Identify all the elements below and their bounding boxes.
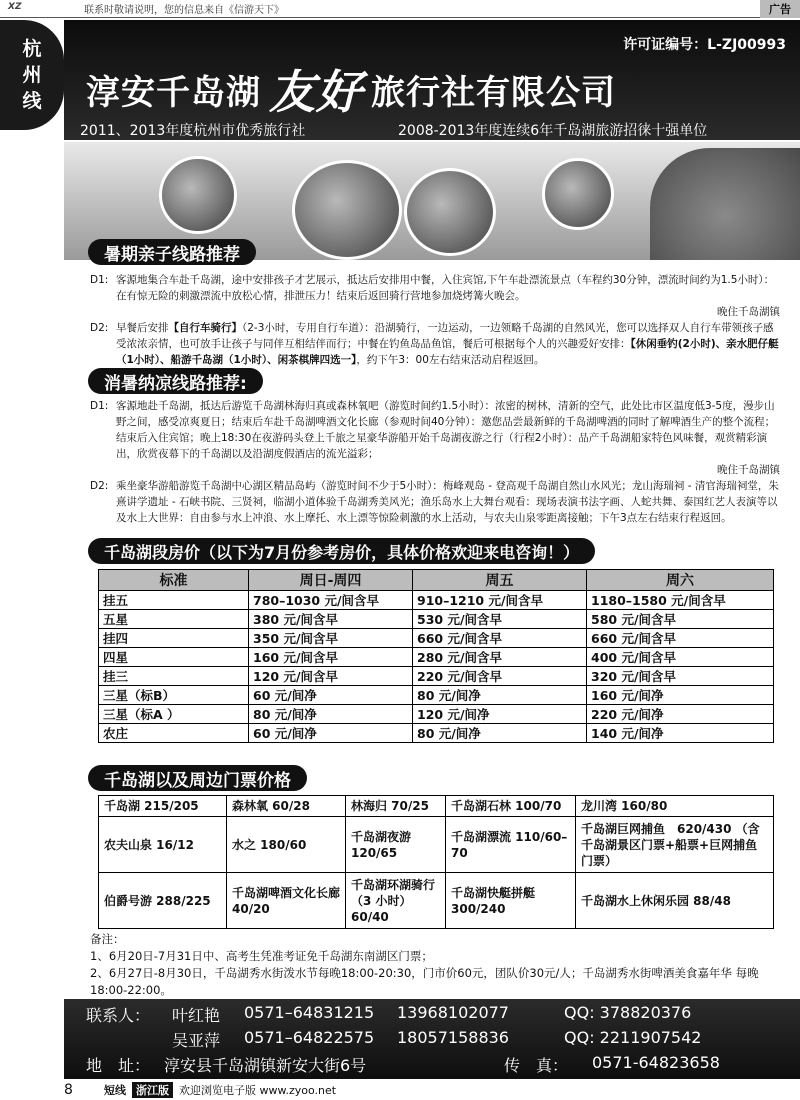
room-price-title: 千岛湖段房价（以下为7月份参考房价，具体价格欢迎来电咨询！） (88, 538, 595, 564)
itinerary-day (90, 272, 780, 320)
mobile-number: 18057158836 (397, 1028, 509, 1047)
price-cell: 60 元/间净 (249, 724, 413, 743)
website-text: 欢迎浏览电子版 www.zyoo.net (179, 1084, 337, 1097)
region-char-2: 州 (22, 64, 42, 86)
column-header: 周日-周四 (249, 570, 413, 591)
room-grade: 四星 (99, 648, 249, 667)
water-fun-photo (292, 160, 402, 260)
ticket-cell: 千岛湖啤酒文化长廊 40/20 (227, 873, 346, 929)
ticket-price-table (98, 795, 774, 929)
table-row (99, 817, 774, 873)
itinerary-day (90, 398, 780, 478)
activity-options: 【休闲垂钓(2小时)、亲水肥仔艇（1小时）、船游千岛湖（1小时）、闲茶棋牌四选一】 (116, 338, 779, 366)
region-tab (0, 20, 64, 130)
notes (90, 931, 780, 999)
table-row (99, 648, 774, 667)
honor-right: 2008-2013年度连续6年千岛湖旅游招徕十强单位 (398, 123, 708, 139)
region-char-1: 杭 (22, 38, 42, 60)
qq-number: QQ: 2211907542 (564, 1028, 702, 1047)
day-stay: 晚住千岛湖镇 (717, 306, 780, 318)
price-cell: 320 元/间含早 (587, 667, 774, 686)
table-row (99, 724, 774, 743)
contact-panel (64, 999, 800, 1079)
address-label: 地 址： (86, 1056, 151, 1075)
price-cell: 910–1210 元/间含早 (413, 591, 587, 610)
day-description: ，约下午3：00左右结束活动启程返回。 (356, 354, 545, 366)
family-route-title: 暑期亲子线路推荐 (88, 239, 256, 265)
table-header-row (99, 570, 774, 591)
phone-number: 0571–64822575 (244, 1028, 375, 1047)
room-grade: 挂四 (99, 629, 249, 648)
mobile-number: 13968102077 (397, 1003, 509, 1022)
price-cell: 220 元/间含早 (413, 667, 587, 686)
qq-number: QQ: 378820376 (564, 1003, 692, 1022)
company-name (86, 56, 616, 122)
itinerary-day (90, 478, 780, 526)
note-item: 1、6月20日-7月31日中、高考生凭准考证免千岛湖东南湖区门票； (90, 949, 433, 963)
price-cell: 660 元/间含早 (587, 629, 774, 648)
activity-highlight: 【自行车骑行】 (168, 322, 242, 334)
price-cell: 350 元/间含早 (249, 629, 413, 648)
ticket-cell: 千岛湖水上休闲乐园 88/48 (576, 873, 774, 929)
table-row (99, 610, 774, 629)
day-label: D1: (90, 274, 109, 286)
price-cell: 280 元/间含早 (413, 648, 587, 667)
ticket-cell: 森林氧 60/28 (227, 796, 346, 817)
price-cell: 120 元/间净 (413, 705, 587, 724)
license-number: 许可证编号：L-ZJ00993 (623, 37, 786, 53)
room-grade: 三星（标B） (99, 686, 249, 705)
day-label: D1: (90, 400, 109, 412)
ticket-cell: 农夫山泉 16/12 (99, 817, 227, 873)
page-footer (64, 1080, 800, 1100)
fax-label: 传 真： (504, 1056, 569, 1075)
room-grade: 三星（标A ） (99, 705, 249, 724)
page-number: 8 (64, 1082, 73, 1098)
price-cell: 400 元/间含早 (587, 648, 774, 667)
family-route-itinerary (90, 272, 780, 368)
ticket-price-title: 千岛湖以及周边门票价格 (88, 765, 307, 791)
ticket-cell: 千岛湖快艇拼艇 300/240 (446, 873, 576, 929)
price-cell: 80 元/间净 (249, 705, 413, 724)
day-label: D2: (90, 480, 109, 492)
contact-label: 联系人： (86, 1006, 151, 1025)
itinerary-day (90, 320, 780, 368)
table-row (99, 686, 774, 705)
top-bar (0, 0, 800, 18)
table-row (99, 629, 774, 648)
day-description: 客源地集合车赴千岛湖，途中安排孩子才艺展示，抵达后安排用中餐，入住宾馆,下午车赴漂流景点（车程约30分钟，漂流时间约为1.5小时）：在有惊无险的刺激漂流中放松心情，排泄压力！结束后返回骑行营地参加烧烤篝火晚会。 (116, 274, 775, 302)
contact-notice: 联系时敬请说明，您的信息来自《信游天下》 (84, 5, 284, 16)
price-cell: 1180–1580 元/间含早 (587, 591, 774, 610)
price-cell: 220 元/间净 (587, 705, 774, 724)
section-name: 短线 (104, 1084, 126, 1097)
room-price-table (98, 569, 774, 743)
column-header: 标准 (99, 570, 249, 591)
magazine-logo: XZ (8, 1, 22, 12)
price-cell: 80 元/间净 (413, 724, 587, 743)
boating-photo (404, 168, 496, 256)
cool-route-title: 消暑纳凉线路推荐: (88, 368, 263, 394)
ticket-cell: 龙川湾 160/80 (576, 796, 774, 817)
company-header (64, 20, 800, 140)
price-cell: 120 元/间含早 (249, 667, 413, 686)
price-cell: 80 元/间净 (413, 686, 587, 705)
table-row (99, 873, 774, 929)
fax-number: 0571-64823658 (592, 1053, 720, 1072)
price-cell: 140 元/间净 (587, 724, 774, 743)
notes-label: 备注： (90, 932, 125, 946)
cycling-photo (159, 156, 237, 234)
day-description: （2-3小时，专用自行车道）：沿湖骑行，一边运动，一边领略千岛湖的自然风光，您可以选择双人自行车带领孩子感受浓浓亲情，也可放手让孩子与同伴互相结伴而行；中餐在钓鱼岛品鱼馆，餐后可根据每个人的兴趣爱好安排： (116, 322, 774, 350)
note-item: 2、6月27日-8月30日，千岛湖秀水街泼水节每晚18:00-20:30，门市价60元，团队价30元/人；千岛湖秀水街啤酒美食嘉年华 每晚18:00-22:00。 (90, 966, 759, 997)
ticket-cell: 伯爵号游 288/225 (99, 873, 227, 929)
honor-left: 2011、2013年度杭州市优秀旅行社 (80, 123, 306, 139)
ticket-cell: 千岛湖巨网捕鱼 620/430 （含千岛湖景区门票+船票+巨网捕鱼门票） (576, 817, 774, 873)
ticket-cell: 千岛湖石林 100/70 (446, 796, 576, 817)
room-grade: 五星 (99, 610, 249, 629)
room-grade: 农庄 (99, 724, 249, 743)
cave-photo (542, 158, 614, 230)
company-name-suffix: 旅行社有限公司 (371, 73, 616, 113)
ticket-cell: 水之 180/60 (227, 817, 346, 873)
day-label: D2: (90, 322, 109, 334)
room-grade: 挂五 (99, 591, 249, 610)
ad-label: 广告 (760, 0, 800, 18)
ticket-cell: 林海归 70/25 (346, 796, 446, 817)
region-char-3: 线 (22, 90, 42, 112)
ticket-cell: 千岛湖环湖骑行（3 小时） 60/40 (346, 873, 446, 929)
company-name-highlight: 友好 (269, 65, 363, 119)
table-row (99, 591, 774, 610)
table-row (99, 667, 774, 686)
phone-number: 0571–64831215 (244, 1003, 375, 1022)
ticket-cell: 千岛湖夜游 120/65 (346, 817, 446, 873)
company-name-prefix: 淳安千岛湖 (86, 73, 261, 113)
price-cell: 580 元/间含早 (587, 610, 774, 629)
price-cell: 530 元/间含早 (413, 610, 587, 629)
day-stay: 晚住千岛湖镇 (717, 464, 780, 476)
price-cell: 780–1030 元/间含早 (249, 591, 413, 610)
table-row (99, 705, 774, 724)
contact-name: 吴亚萍 (172, 1031, 221, 1050)
ticket-cell: 千岛湖漂流 110/60–70 (446, 817, 576, 873)
cool-route-itinerary (90, 398, 780, 526)
day-description: 客源地赴千岛湖，抵达后游览千岛湖林海归真或森林氧吧（游览时间约1.5小时）：浓密的树林，清新的空气，此处比市区温度低3-5度，漫步山野之间，感受凉爽夏日；结束后车赴千岛湖啤酒文化长廊（参观时间40分钟）：邀您品尝最新鲜的千岛湖啤酒的同时了解啤酒生产的整个流程；结束后入住宾馆；晚上18:30在夜游码头登上千旅之星豪华游船开始千岛湖夜游之行（行程2小时）：品产千岛湖船家特色风味餐，观赏精彩演出，欣赏夜幕下的千岛湖以及沿湖度假酒店的流光溢彩； (116, 400, 776, 460)
room-grade: 挂三 (99, 667, 249, 686)
column-header: 周六 (587, 570, 774, 591)
price-cell: 160 元/间净 (587, 686, 774, 705)
price-cell: 660 元/间含早 (413, 629, 587, 648)
edition-badge: 浙江版 (132, 1082, 173, 1098)
price-cell: 160 元/间含早 (249, 648, 413, 667)
day-description: 乘坐豪华游船游览千岛湖中心湖区精品岛屿（游览时间不少于5小时）：梅峰观岛 - 登高观千岛湖自然山水风光；龙山海瑞祠 - 清官海瑞祠堂，朱熹讲学遗址 - 石峡书院、三贤祠，临湖小道体验千岛湖秀美风光；渔乐岛水上大舞台观看：现场表演书法字画、人蛇共舞、泰国红艺人表演等以及水上大世界：自由参与水上冲浪、水上摩托、水上漂等惊险刺激的水上活动，与农夫山泉零距离接触；下午3点左右结束行程返回。 (116, 480, 779, 524)
price-cell: 380 元/间含早 (249, 610, 413, 629)
table-row (99, 796, 774, 817)
column-header: 周五 (413, 570, 587, 591)
family-photo (650, 148, 800, 260)
ticket-cell: 千岛湖 215/205 (99, 796, 227, 817)
address-text: 淳安县千岛湖镇新安大街6号 (164, 1056, 367, 1075)
price-cell: 60 元/间净 (249, 686, 413, 705)
day-description: 早餐后安排 (116, 322, 169, 334)
contact-name: 叶红艳 (172, 1006, 221, 1025)
